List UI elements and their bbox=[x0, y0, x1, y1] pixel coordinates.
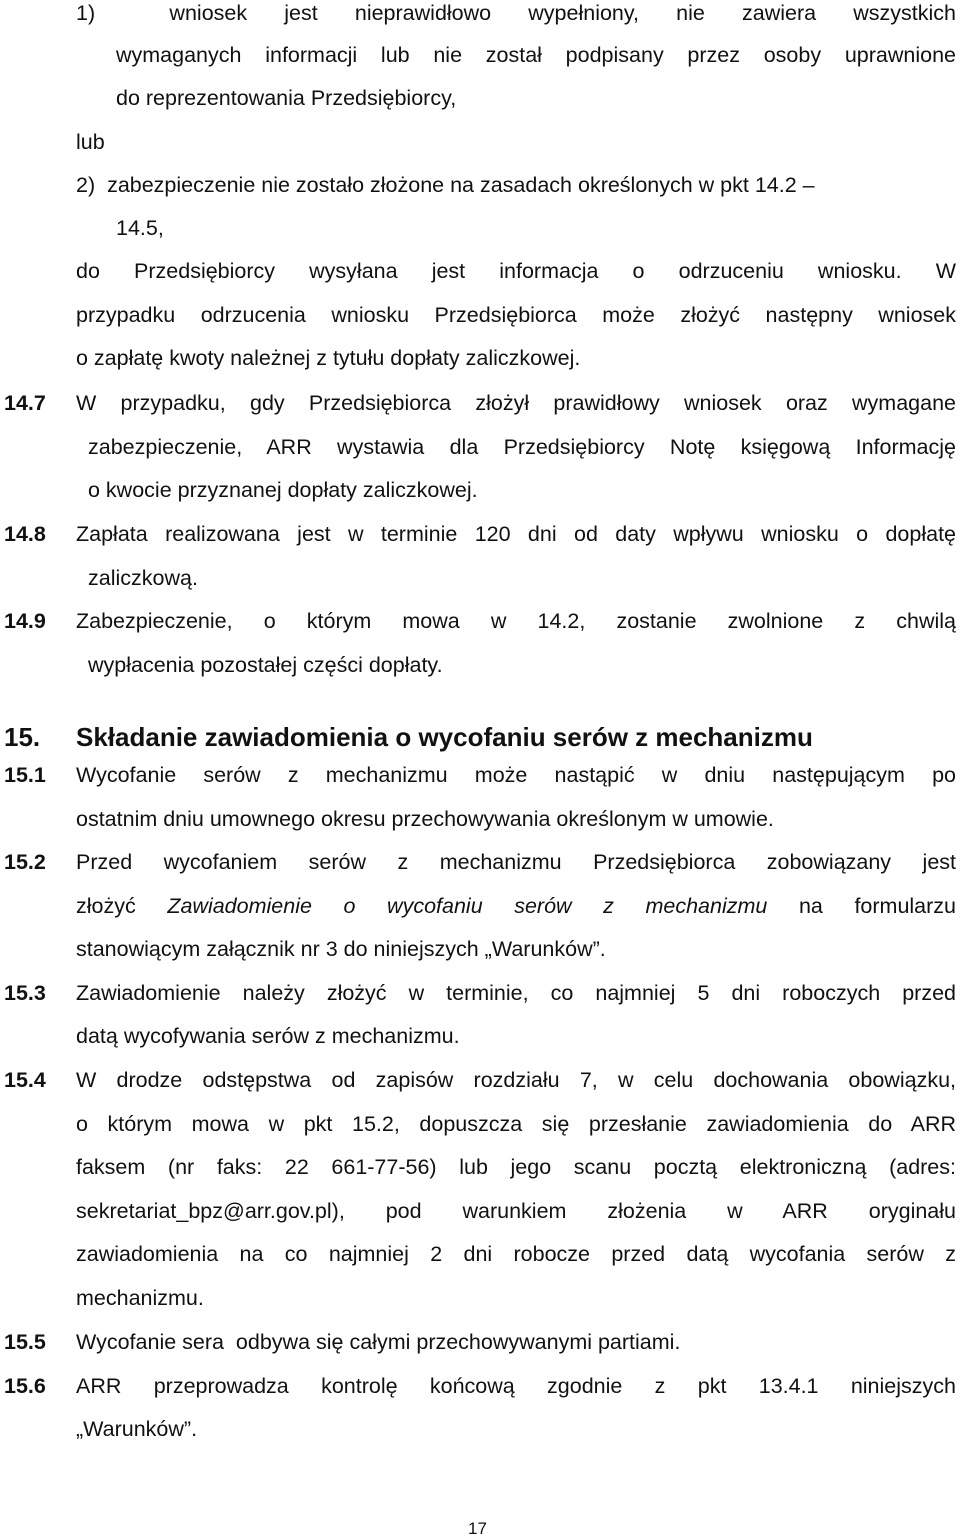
paragraph-line: zaliczkową. bbox=[88, 566, 198, 590]
paragraph-line: Wycofanie sera odbywa się całymi przechowywanymi partiami. bbox=[76, 1330, 681, 1354]
paragraph-line: do Przedsiębiorcy wysyłana jest informacja o odrzuceniu wniosku. W bbox=[76, 259, 956, 283]
paragraph-line: datą wycofywania serów z mechanizmu. bbox=[76, 1024, 460, 1048]
paragraph-number: 14.7 bbox=[4, 391, 46, 415]
list-item-1-line: wymaganych informacji lub nie został podpisany przez osoby uprawnione bbox=[116, 43, 956, 67]
paragraph-line: Wycofanie serów z mechanizmu może nastąpić w dniu następującym po bbox=[76, 763, 956, 787]
paragraph-number: 15.2 bbox=[4, 850, 46, 874]
section-number: 15. bbox=[4, 722, 41, 752]
paragraph-line: zabezpieczenie, ARR wystawia dla Przedsiębiorcy Notę księgową Informację bbox=[88, 435, 956, 459]
paragraph-line: mechanizmu. bbox=[76, 1286, 204, 1310]
paragraph-line: stanowiącym załącznik nr 3 do niniejszych „Warunków”. bbox=[76, 937, 606, 961]
paragraph-line: wypłacenia pozostałej części dopłaty. bbox=[88, 653, 443, 677]
list-item-2-line: 2) zabezpieczenie nie zostało złożone na zasadach określonych w pkt 14.2 – bbox=[76, 173, 815, 197]
paragraph-number: 15.6 bbox=[4, 1374, 46, 1398]
connector-word: lub bbox=[76, 130, 105, 154]
list-item-1-line: do reprezentowania Przedsiębiorcy, bbox=[116, 86, 457, 110]
text-run: na formularzu bbox=[767, 894, 957, 918]
paragraph-line: przypadku odrzucenia wniosku Przedsiębiorca może złożyć następny wniosek bbox=[76, 303, 956, 327]
page-number: 17 bbox=[468, 1519, 487, 1538]
paragraph-line: Przed wycofaniem serów z mechanizmu Przedsiębiorca zobowiązany jest bbox=[76, 850, 956, 874]
paragraph-line: Zapłata realizowana jest w terminie 120 dni od daty wpływu wniosku o dopłatę bbox=[76, 522, 956, 546]
paragraph-line: o kwocie przyznanej dopłaty zaliczkowej. bbox=[88, 478, 478, 502]
paragraph-line: W przypadku, gdy Przedsiębiorca złożył prawidłowy wniosek oraz wymagane bbox=[76, 391, 956, 415]
paragraph-number: 15.3 bbox=[4, 981, 46, 1005]
paragraph-line bbox=[76, 893, 956, 919]
section-title: Składanie zawiadomienia o wycofaniu serów z mechanizmu bbox=[76, 722, 813, 752]
paragraph-number: 14.9 bbox=[4, 609, 46, 633]
paragraph-number: 15.1 bbox=[4, 763, 46, 787]
paragraph-number: 15.5 bbox=[4, 1330, 46, 1354]
list-item-2-line: 14.5, bbox=[116, 216, 164, 240]
paragraph-line: o zapłatę kwoty należnej z tytułu dopłaty zaliczkowej. bbox=[76, 346, 581, 370]
paragraph-line: sekretariat_bpz@arr.gov.pl), pod warunkiem złożenia w ARR oryginału bbox=[76, 1199, 956, 1223]
paragraph-line: Zawiadomienie należy złożyć w terminie, co najmniej 5 dni roboczych przed bbox=[76, 981, 956, 1005]
paragraph-line: zawiadomienia na co najmniej 2 dni robocze przed datą wycofania serów z bbox=[76, 1242, 956, 1266]
paragraph-line: W drodze odstępstwa od zapisów rozdziału 7, w celu dochowania obowiązku, bbox=[76, 1068, 956, 1092]
text-run: złożyć bbox=[76, 894, 168, 918]
paragraph-line: ARR przeprowadza kontrolę końcową zgodnie z pkt 13.4.1 niniejszych bbox=[76, 1374, 956, 1398]
paragraph-line: faksem (nr faks: 22 661-77-56) lub jego scanu pocztą elektroniczną (adres: bbox=[76, 1155, 956, 1179]
list-item-1-line: 1) wniosek jest nieprawidłowo wypełniony, nie zawiera wszystkich bbox=[76, 1, 956, 25]
form-name: Zawiadomienie o wycofaniu serów z mechanizmu bbox=[167, 894, 768, 918]
paragraph-line: „Warunków”. bbox=[76, 1417, 198, 1441]
paragraph-line: o którym mowa w pkt 15.2, dopuszcza się przesłanie zawiadomienia do ARR bbox=[76, 1112, 956, 1136]
paragraph-line: Zabezpieczenie, o którym mowa w 14.2, zostanie zwolnione z chwilą bbox=[76, 609, 956, 633]
paragraph-number: 15.4 bbox=[4, 1068, 46, 1092]
paragraph-number: 14.8 bbox=[4, 522, 46, 546]
paragraph-line: ostatnim dniu umownego okresu przechowywania określonym w umowie. bbox=[76, 807, 774, 831]
